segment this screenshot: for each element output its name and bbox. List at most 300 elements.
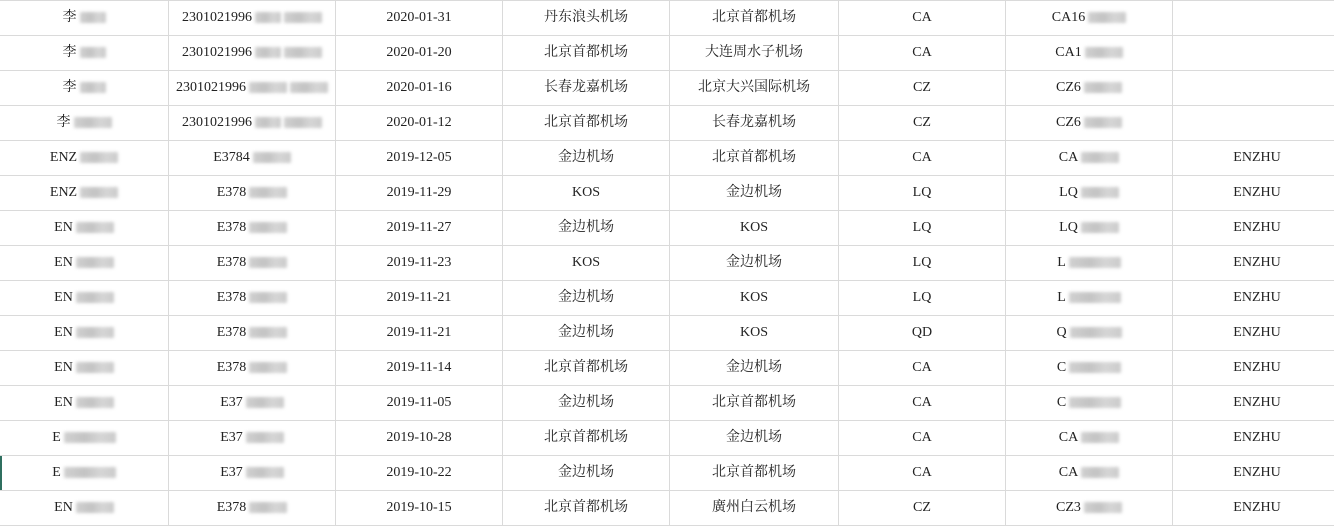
cell-id-number (169, 351, 336, 386)
cell-passenger-name (0, 246, 169, 281)
cell-arrival-airport (670, 211, 839, 246)
text: 金边机场 (558, 141, 614, 175)
cell-flight-date (336, 456, 503, 491)
text: E37 (220, 421, 243, 455)
flight-date-value (387, 316, 452, 350)
text: 长春龙嘉机场 (712, 106, 796, 140)
text: 2301021996 (182, 36, 252, 70)
text: KOS (572, 246, 600, 280)
cell-agent-code (1173, 71, 1334, 106)
departure-airport-value (572, 176, 600, 210)
cell-agent-code (1173, 106, 1334, 141)
text: CA (912, 386, 931, 420)
id-number-value (217, 316, 288, 350)
text: CA (1059, 141, 1078, 175)
cell-flight-date (336, 141, 503, 176)
text: 李 (57, 106, 71, 140)
text: ENZHU (1233, 386, 1280, 420)
text: E (52, 456, 61, 490)
row-edge-marker (0, 456, 2, 490)
text: CZ6 (1056, 106, 1081, 140)
id-number-value (217, 211, 288, 245)
arrival-airport-value (740, 211, 768, 245)
cell-departure-airport (503, 491, 670, 526)
cell-airline-code (839, 491, 1006, 526)
cell-departure-airport (503, 456, 670, 491)
flight-number-value (1059, 176, 1119, 210)
text: ENZ (50, 141, 77, 175)
table-row (0, 106, 1334, 141)
agent-code-value (1233, 176, 1280, 210)
redacted-text (80, 12, 106, 23)
text: 金边机场 (558, 211, 614, 245)
cell-flight-date (336, 316, 503, 351)
cell-flight-number (1006, 106, 1173, 141)
cell-passenger-name (0, 281, 169, 316)
redacted-text (290, 82, 328, 93)
text: EN (54, 491, 73, 525)
text: ENZHU (1233, 491, 1280, 525)
text: 金边机场 (558, 456, 614, 490)
cell-airline-code (839, 211, 1006, 246)
arrival-airport-value (698, 71, 810, 105)
redacted-text (80, 82, 106, 93)
cell-passenger-name (0, 456, 169, 491)
redacted-text (246, 467, 284, 478)
id-number-value (217, 281, 288, 315)
cell-flight-date (336, 386, 503, 421)
text: 金边机场 (726, 351, 782, 385)
redacted-text (284, 117, 322, 128)
redacted-text (1081, 467, 1119, 478)
cell-flight-date (336, 246, 503, 281)
passenger-name-value (57, 106, 112, 140)
agent-code-value (1233, 211, 1280, 245)
flight-date-value (386, 421, 451, 455)
cell-departure-airport (503, 421, 670, 456)
flight-number-value (1056, 106, 1122, 140)
text: EN (54, 246, 73, 280)
text: ENZHU (1233, 211, 1280, 245)
arrival-airport-value (712, 1, 796, 35)
text: 李 (63, 36, 77, 70)
text: CA (912, 351, 931, 385)
cell-agent-code (1173, 491, 1334, 526)
text: E378 (217, 246, 247, 280)
table-row (0, 211, 1334, 246)
table-row (0, 386, 1334, 421)
text: ENZHU (1233, 141, 1280, 175)
cell-flight-number (1006, 351, 1173, 386)
redacted-text (253, 152, 291, 163)
airline-code-value (913, 211, 932, 245)
cell-flight-date (336, 71, 503, 106)
text: 2301021996 (176, 71, 246, 105)
text: 2019-11-14 (387, 351, 452, 385)
passenger-name-value (63, 71, 106, 105)
flight-date-value (386, 36, 451, 70)
cell-id-number (169, 106, 336, 141)
cell-id-number (169, 1, 336, 36)
arrival-airport-value (740, 316, 768, 350)
cell-airline-code (839, 316, 1006, 351)
flight-number-value (1057, 281, 1121, 315)
table-row (0, 351, 1334, 386)
cell-airline-code (839, 421, 1006, 456)
table-row (0, 316, 1334, 351)
flight-number-value (1059, 211, 1119, 245)
text: 2019-11-27 (387, 211, 452, 245)
cell-flight-date (336, 351, 503, 386)
redacted-text (1069, 397, 1121, 408)
text: 2019-10-15 (386, 491, 451, 525)
cell-flight-number (1006, 386, 1173, 421)
redacted-text (76, 502, 114, 513)
cell-agent-code (1173, 281, 1334, 316)
table-row (0, 36, 1334, 71)
cell-flight-number (1006, 281, 1173, 316)
cell-flight-number (1006, 211, 1173, 246)
text: EN (54, 211, 73, 245)
cell-id-number (169, 456, 336, 491)
redacted-text (1069, 292, 1121, 303)
cell-arrival-airport (670, 141, 839, 176)
redacted-text (76, 257, 114, 268)
text: 2020-01-16 (386, 71, 451, 105)
cell-passenger-name (0, 71, 169, 106)
cell-airline-code (839, 176, 1006, 211)
cell-flight-number (1006, 491, 1173, 526)
cell-flight-number (1006, 1, 1173, 36)
text: ENZHU (1233, 246, 1280, 280)
flight-date-value (387, 281, 452, 315)
arrival-airport-value (712, 456, 796, 490)
arrival-airport-value (726, 351, 782, 385)
passenger-name-value (52, 456, 116, 490)
cell-agent-code (1173, 351, 1334, 386)
text: 2301021996 (182, 1, 252, 35)
passenger-name-value (52, 421, 116, 455)
text: 2019-11-23 (387, 246, 452, 280)
cell-agent-code (1173, 246, 1334, 281)
flight-date-value (386, 71, 451, 105)
text: E378 (217, 316, 247, 350)
text: E378 (217, 281, 247, 315)
text: 北京首都机场 (544, 36, 628, 70)
departure-airport-value (558, 386, 614, 420)
cell-flight-date (336, 176, 503, 211)
redacted-text (249, 327, 287, 338)
redacted-text (1069, 257, 1121, 268)
text: QD (912, 316, 932, 350)
redacted-text (76, 327, 114, 338)
cell-passenger-name (0, 211, 169, 246)
text: 北京首都机场 (544, 491, 628, 525)
table-body (0, 1, 1334, 526)
cell-flight-number (1006, 176, 1173, 211)
cell-passenger-name (0, 386, 169, 421)
table-row (0, 246, 1334, 281)
text: 金边机场 (726, 246, 782, 280)
cell-flight-date (336, 211, 503, 246)
cell-arrival-airport (670, 1, 839, 36)
agent-code-value (1233, 491, 1280, 525)
text: CA (1059, 421, 1078, 455)
cell-airline-code (839, 106, 1006, 141)
arrival-airport-value (712, 386, 796, 420)
cell-airline-code (839, 1, 1006, 36)
agent-code-value (1233, 141, 1280, 175)
text: 2301021996 (182, 106, 252, 140)
arrival-airport-value (726, 246, 782, 280)
cell-flight-date (336, 1, 503, 36)
departure-airport-value (558, 141, 614, 175)
flight-date-value (387, 386, 452, 420)
cell-departure-airport (503, 1, 670, 36)
table-row (0, 1, 1334, 36)
passenger-name-value (54, 491, 114, 525)
flight-number-value (1059, 456, 1119, 490)
redacted-text (80, 187, 118, 198)
text: KOS (740, 281, 768, 315)
cell-agent-code (1173, 211, 1334, 246)
cell-arrival-airport (670, 316, 839, 351)
id-number-value (217, 351, 288, 385)
flight-number-value (1056, 316, 1121, 350)
departure-airport-value (544, 106, 628, 140)
agent-code-value (1233, 246, 1280, 280)
agent-code-value (1233, 351, 1280, 385)
id-number-value (217, 246, 288, 280)
text: CA (912, 141, 931, 175)
flight-date-value (386, 141, 451, 175)
cell-passenger-name (0, 141, 169, 176)
flight-date-value (387, 211, 452, 245)
redacted-text (284, 12, 322, 23)
text: 2019-12-05 (386, 141, 451, 175)
cell-passenger-name (0, 176, 169, 211)
departure-airport-value (558, 316, 614, 350)
cell-id-number (169, 316, 336, 351)
airline-code-value (913, 246, 932, 280)
redacted-text (249, 82, 287, 93)
redacted-text (246, 397, 284, 408)
cell-passenger-name (0, 316, 169, 351)
cell-arrival-airport (670, 351, 839, 386)
text: 金边机场 (558, 316, 614, 350)
cell-passenger-name (0, 351, 169, 386)
id-number-value (220, 421, 284, 455)
text: EN (54, 351, 73, 385)
text: 2019-11-21 (387, 316, 452, 350)
passenger-name-value (50, 141, 118, 175)
departure-airport-value (558, 211, 614, 245)
table-row (0, 176, 1334, 211)
arrival-airport-value (726, 421, 782, 455)
cell-id-number (169, 246, 336, 281)
redacted-text (1081, 222, 1119, 233)
id-number-value (182, 36, 322, 70)
departure-airport-value (544, 1, 628, 35)
airline-code-value (913, 71, 931, 105)
agent-code-value (1233, 281, 1280, 315)
cell-arrival-airport (670, 176, 839, 211)
redacted-text (246, 432, 284, 443)
airline-code-value (912, 456, 931, 490)
passenger-name-value (63, 1, 106, 35)
text: 2019-11-05 (387, 386, 452, 420)
text: E378 (217, 211, 247, 245)
text: ENZHU (1233, 316, 1280, 350)
flight-date-value (387, 246, 452, 280)
text: ENZHU (1233, 176, 1280, 210)
redacted-text (249, 187, 287, 198)
cell-flight-number (1006, 141, 1173, 176)
cell-flight-number (1006, 71, 1173, 106)
cell-id-number (169, 281, 336, 316)
text: C (1057, 351, 1066, 385)
cell-airline-code (839, 71, 1006, 106)
text: 长春龙嘉机场 (544, 71, 628, 105)
cell-departure-airport (503, 211, 670, 246)
flight-number-value (1052, 1, 1126, 35)
agent-code-value (1233, 316, 1280, 350)
text: 金边机场 (726, 176, 782, 210)
redacted-text (1084, 502, 1122, 513)
id-number-value (176, 71, 328, 105)
departure-airport-value (544, 71, 628, 105)
text: E378 (217, 491, 247, 525)
redacted-text (1081, 187, 1119, 198)
text: EN (54, 316, 73, 350)
text: EN (54, 386, 73, 420)
text: CA16 (1052, 1, 1085, 35)
text: 北京大兴国际机场 (698, 71, 810, 105)
cell-flight-date (336, 421, 503, 456)
cell-airline-code (839, 246, 1006, 281)
airline-code-value (913, 176, 932, 210)
cell-departure-airport (503, 36, 670, 71)
redacted-text (80, 152, 118, 163)
text: E37 (220, 456, 243, 490)
redacted-text (76, 362, 114, 373)
departure-airport-value (544, 421, 628, 455)
redacted-text (255, 117, 281, 128)
cell-flight-date (336, 491, 503, 526)
text: CA (912, 36, 931, 70)
id-number-value (182, 1, 322, 35)
table-row (0, 71, 1334, 106)
passenger-name-value (54, 316, 114, 350)
text: E378 (217, 176, 247, 210)
arrival-airport-value (726, 176, 782, 210)
text: 北京首都机场 (544, 351, 628, 385)
text: 北京首都机场 (544, 106, 628, 140)
cell-arrival-airport (670, 246, 839, 281)
redacted-text (76, 222, 114, 233)
flight-number-value (1057, 351, 1121, 385)
airline-code-value (913, 106, 931, 140)
redacted-text (1069, 362, 1121, 373)
cell-id-number (169, 141, 336, 176)
text: 北京首都机场 (712, 141, 796, 175)
cell-agent-code (1173, 1, 1334, 36)
table-row (0, 421, 1334, 456)
cell-flight-number (1006, 456, 1173, 491)
flight-date-value (386, 456, 451, 490)
cell-agent-code (1173, 421, 1334, 456)
flight-date-value (386, 1, 451, 35)
text: 2020-01-20 (386, 36, 451, 70)
cell-id-number (169, 211, 336, 246)
text: CZ (913, 491, 931, 525)
redacted-text (1085, 47, 1123, 58)
cell-airline-code (839, 36, 1006, 71)
text: CZ (913, 71, 931, 105)
text: KOS (740, 316, 768, 350)
airline-code-value (912, 36, 931, 70)
passenger-name-value (54, 281, 114, 315)
cell-id-number (169, 36, 336, 71)
redacted-text (76, 397, 114, 408)
text: L (1057, 246, 1066, 280)
text: ENZ (50, 176, 77, 210)
cell-arrival-airport (670, 106, 839, 141)
cell-arrival-airport (670, 36, 839, 71)
text: 北京首都机场 (712, 1, 796, 35)
text: CA (1059, 456, 1078, 490)
text: Q (1056, 316, 1066, 350)
cell-departure-airport (503, 71, 670, 106)
text: 金边机场 (558, 386, 614, 420)
table-row (0, 456, 1334, 491)
text: ENZHU (1233, 351, 1280, 385)
cell-flight-date (336, 36, 503, 71)
text: LQ (1059, 211, 1078, 245)
text: L (1057, 281, 1066, 315)
airline-code-value (913, 281, 932, 315)
text: CA (912, 421, 931, 455)
flight-number-value (1059, 141, 1119, 175)
cell-airline-code (839, 141, 1006, 176)
agent-code-value (1233, 456, 1280, 490)
id-number-value (182, 106, 322, 140)
cell-departure-airport (503, 316, 670, 351)
cell-passenger-name (0, 106, 169, 141)
cell-id-number (169, 71, 336, 106)
cell-arrival-airport (670, 421, 839, 456)
cell-departure-airport (503, 176, 670, 211)
airline-code-value (912, 1, 931, 35)
airline-code-value (913, 491, 931, 525)
redacted-text (249, 292, 287, 303)
cell-agent-code (1173, 316, 1334, 351)
departure-airport-value (544, 36, 628, 70)
arrival-airport-value (712, 491, 796, 525)
departure-airport-value (544, 351, 628, 385)
passenger-name-value (54, 386, 114, 420)
text: 北京首都机场 (712, 386, 796, 420)
text: LQ (1059, 176, 1078, 210)
cell-flight-number (1006, 421, 1173, 456)
text: ENZHU (1233, 281, 1280, 315)
arrival-airport-value (740, 281, 768, 315)
text: E37 (220, 386, 243, 420)
airline-code-value (912, 386, 931, 420)
departure-airport-value (558, 281, 614, 315)
cell-departure-airport (503, 351, 670, 386)
passenger-name-value (54, 211, 114, 245)
